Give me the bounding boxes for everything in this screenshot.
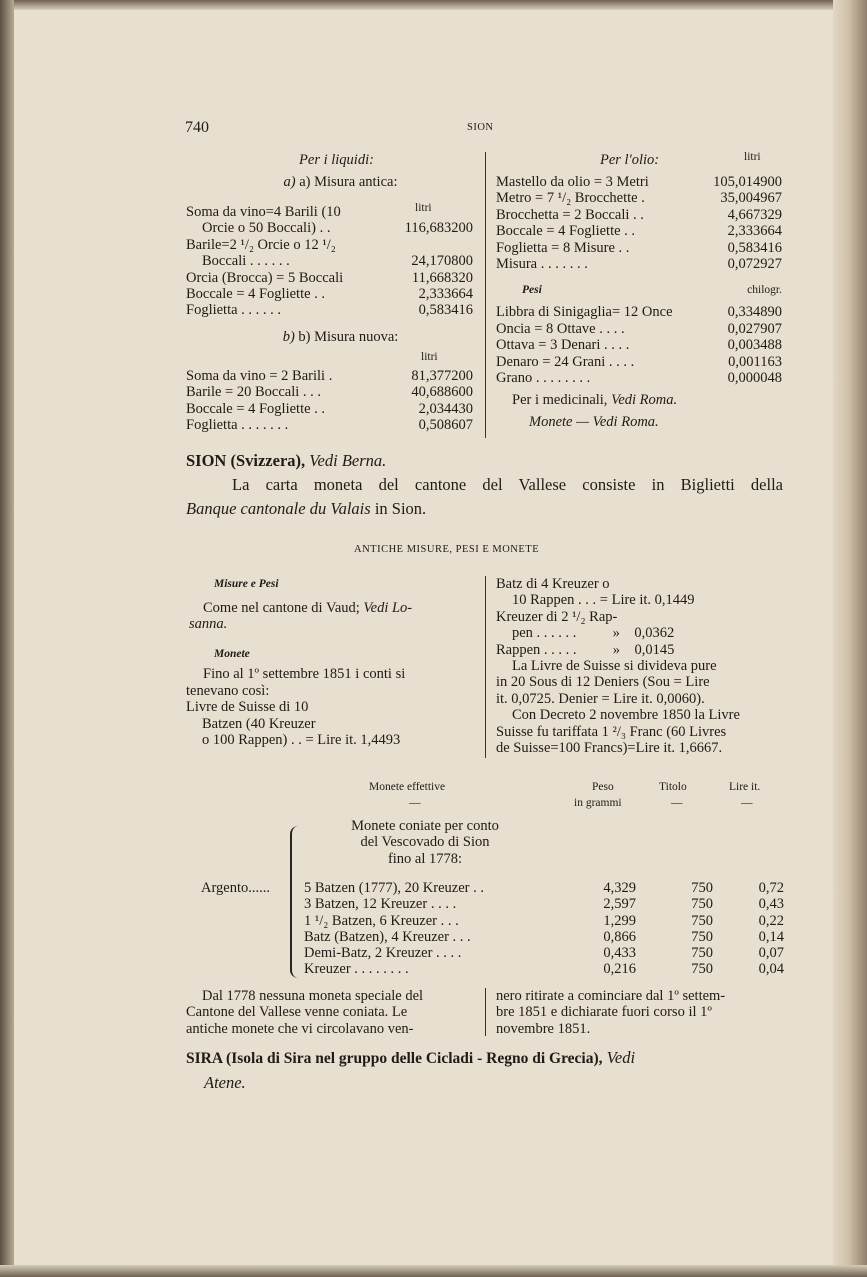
sira-entry [186,1046,783,1095]
nuova-row-label: Foglietta . . . . . . . [186,417,289,434]
coin-titolo: 750 [691,912,713,929]
sion-ref: Vedi Berna. [309,451,387,470]
pesi-heading: Pesi [522,284,542,297]
olio-row-label: Mastello da olio = 3 Metri [496,174,649,190]
antica-row-value: 0,583416 [418,302,473,319]
column-divider-2 [485,576,486,758]
nuova-row-value: 40,688600 [411,384,473,401]
liquids-section [186,152,473,433]
medicinali-text: Per i medicinali, [512,392,608,409]
olio-row-value: 0,072927 [727,256,782,273]
olio-row-label: Misura . . . . . . . [496,256,588,273]
nuova-row-value: 0,508607 [418,417,473,434]
medicinali-note [496,386,782,408]
pesi-row-label: Libbra di Sinigaglia= 12 Once [496,304,673,321]
pesi-row-label: Grano . . . . . . . . [496,370,591,387]
column-divider-3 [485,988,486,1036]
nuova-unit: litri [421,350,438,363]
coin-lire: 0,14 [758,928,784,945]
liquids-heading: Per i liquidi: [299,152,374,168]
monete-line-5: o 100 Rappen) . . = Lire it. 1,4493 [202,732,401,749]
misure-heading: Misure e Pesi [214,578,279,590]
para2-line-2: Suisse fu tariffata 1 ²/₃ Franc (60 Livres [496,723,727,740]
pesi-header [496,278,782,304]
monete-heading: Monete [214,648,250,661]
group-label-argento: Argento...... [201,880,271,896]
coin-name: 5 Batzen (1777), 20 Kreuzer . . [304,880,484,896]
coin-titolo: 750 [691,945,713,962]
coin-titolo: 750 [691,896,713,913]
medicinali-ref: Vedi Roma. [611,392,678,409]
pesi-row-value: 0,027907 [727,320,782,337]
rate-line-3: Kreuzer di 2 ¹/₂ Rap- [496,608,618,625]
pesi-row-value: 0,000048 [727,370,782,387]
antiche-heading: ANTICHE MISURE, PESI E MONETE [354,544,540,555]
pesi-row [496,304,782,320]
sion-line-2 [186,497,783,521]
nuova-row [186,368,473,384]
olio-row-value: 0,583416 [727,239,782,256]
monete-line-3: Livre de Suisse di 10 [186,699,309,716]
antica-row-value: 2,333664 [418,286,473,303]
coins-intro-line-3: fino al 1778: [387,850,463,867]
coin-titolo: 750 [691,880,713,896]
olio-row [496,207,782,223]
pesi-row-label: Ottava = 3 Denari . . . . [496,337,630,354]
antica-row [186,237,473,270]
pesi-row-value: 0,001163 [728,353,782,370]
olio-table [496,174,782,272]
antica-row-label-cont: Boccali . . . . . . [202,253,290,270]
coin-peso: 0,866 [603,928,636,945]
closing-right [496,988,782,1037]
nuova-table [186,368,473,434]
antica-row-label: Orcia (Brocca) = 5 Boccali [186,269,344,286]
olio-row-value: 35,004967 [720,190,782,207]
antica-unit: litri [415,202,432,214]
dash: — [671,797,683,809]
nuova-row-label: Soma da vino = 2 Barili . [186,367,333,384]
antica-table [186,200,473,319]
antica-row-value: 11,668320 [411,269,473,286]
olio-row-label: Boccale = 4 Fogliette . . [496,223,636,240]
coins-intro-line-2: del Vescovado di Sion [360,834,490,851]
antica-row-value: 116,683200 [404,220,473,237]
dash: — [741,797,753,809]
pesi-unit: chilogr. [747,284,782,297]
sira-title: SIRA (Isola di Sira nel gruppo delle Cicladi - Regno di Grecia), [186,1050,603,1067]
page-top-edge [0,0,867,10]
col-header-peso-sub: in grammi [574,797,622,809]
monete-line-1: Fino al 1º settembre 1851 i conti si [203,666,406,683]
col-header-titolo: Titolo [659,781,687,793]
monete-line-2: tenevano così: [186,682,270,699]
sion-line-2-italic: Banque cantonale du Valais [186,499,371,518]
coin-name: 3 Batzen, 12 Kreuzer . . . . [304,896,457,913]
olio-row [496,240,782,256]
closing-left-line-1: Dal 1778 nessuna moneta speciale del [202,988,424,1004]
antica-heading-text: a) Misura antica: [299,174,398,190]
coin-name: 1 ¹/₂ Batzen, 6 Kreuzer . . . [304,912,459,929]
coin-peso: 1,299 [603,912,636,929]
nuova-row-label: Boccale = 4 Fogliette . . [186,400,326,417]
coin-peso: 0,433 [603,945,636,962]
coin-row [304,929,784,945]
coin-row [304,961,784,977]
nuova-row-value: 81,377200 [411,367,473,384]
group-brace [290,826,298,978]
sira-title-line [186,1046,783,1071]
nuova-row-label: Barile = 20 Boccali . . . [186,384,322,401]
misure-line-2: sanna. [189,616,228,633]
page-left-edge [0,0,14,1277]
pesi-row-value: 0,334890 [727,304,782,321]
nuova-row-value: 2,034430 [418,400,473,417]
nuova-row [186,401,473,417]
olio-row [496,174,782,190]
coin-peso: 2,597 [603,896,636,913]
coins-intro-line-1: Monete coniate per conto [351,818,499,834]
rate-line-4: pen . . . . . . » 0,0362 [512,625,675,642]
coin-lire: 0,04 [758,961,784,978]
antiche-left [186,576,473,748]
antica-row-label-cont: Orcie o 50 Boccali) . . [202,220,331,237]
page-bottom-edge [0,1265,867,1277]
coin-lire: 0,22 [758,912,784,929]
monete-line-4: Batzen (40 Kreuzer [202,715,316,732]
pesi-row [496,321,782,337]
dash: — [409,797,421,809]
page-right-edge [833,0,867,1277]
antica-heading: a) a) Misura antica: [283,174,398,190]
col-header-monete: Monete effettive [369,781,446,793]
sira-ref-line-2: Atene. [204,1073,246,1092]
olio-section [496,152,782,430]
coin-lire: 0,43 [758,896,784,913]
closing-left [186,988,473,1037]
antica-row-label: Foglietta . . . . . . [186,302,282,319]
pesi-row [496,354,782,370]
coin-name: Demi-Batz, 2 Kreuzer . . . . [304,945,462,962]
olio-row-value: 105,014900 [713,174,782,190]
antica-row-label: Boccale = 4 Fogliette . . [186,286,326,303]
col-header-peso: Peso [592,781,614,793]
olio-row-value: 2,333664 [727,223,782,240]
coin-lire: 0,72 [758,880,784,896]
pesi-table [496,304,782,386]
sion-title: SION (Svizzera), [186,451,306,470]
para1-line-2: in 20 Sous di 12 Deniers (Sou = Lire [496,674,710,691]
misure-text: Come nel cantone di Vaud; [203,600,360,616]
nuova-heading: b) b) Misura nuova: [282,328,399,345]
nuova-row [186,384,473,400]
pesi-row-value: 0,003488 [727,337,782,354]
sion-entry [186,449,783,521]
sion-title-line [186,449,783,473]
sion-line-2-rest: in Sion. [374,499,427,518]
antica-row [186,302,473,318]
sion-line-1: La carta moneta del cantone del Vallese consiste in Biglietti della [232,475,783,494]
olio-row-label: Foglietta = 8 Misure . . [496,239,630,256]
sira-ref: Vedi [606,1048,636,1067]
antica-row [186,286,473,302]
coin-name: Batz (Batzen), 4 Kreuzer . . . [304,928,471,945]
para2-line-1: Con Decreto 2 novembre 1850 la Livre [512,707,740,724]
rate-line-1: Batz di 4 Kreuzer o [496,576,610,592]
antica-row-label: Soma da vino=4 Barili (10 [186,204,341,220]
closing-left-line-3: antiche monete che vi circolavano ven- [186,1020,414,1037]
pesi-row-label: Oncia = 8 Ottave . . . . [496,320,625,337]
col-header-lire: Lire it. [729,781,761,793]
coin-peso: 4,329 [603,880,636,896]
pesi-row-label: Denaro = 24 Grani . . . . [496,353,635,370]
olio-row [496,190,782,206]
rate-line-2: 10 Rappen . . . = Lire it. 0,1449 [512,592,695,609]
coin-peso: 0,216 [603,961,636,978]
column-divider [485,152,486,438]
para1-line-3: it. 0,0725. Denier = Lire it. 0,0060). [496,690,705,707]
antiche-right [496,576,782,756]
antica-row-value: 24,170800 [411,253,473,270]
coin-row [304,913,784,929]
rate-line-5: Rappen . . . . . » 0,0145 [496,641,675,658]
olio-unit: litri [744,151,761,163]
closing-right-line-3: novembre 1851. [496,1020,591,1037]
coin-titolo: 750 [691,928,713,945]
para1-line-1: La Livre de Suisse si divideva pure [512,658,717,675]
misure-line-1 [186,600,473,616]
running-title: SION [467,122,494,133]
coin-name: Kreuzer . . . . . . . . [304,961,409,978]
olio-heading: Per l'olio: [600,152,660,168]
coin-row [304,945,784,961]
monete-ref: Monete — Vedi Roma. [529,413,659,430]
para2-line-3: de Suisse=100 Francs)=Lire it. 1,6667. [496,740,723,757]
pesi-row [496,370,782,386]
coin-row [304,880,784,896]
olio-row [496,256,782,272]
misure-ref: Vedi Lo- [363,600,413,616]
closing-right-line-2: bre 1851 e dichiarate fuori corso il 1º [496,1004,712,1021]
olio-row-label: Brocchetta = 2 Boccali . . [496,206,644,223]
antica-row-label: Barile=2 ¹/₂ Orcie o 12 ¹/₂ [186,236,336,253]
antica-row [186,270,473,286]
olio-row [496,223,782,239]
nuova-row [186,417,473,433]
coin-row [304,896,784,912]
closing-right-line-1: nero ritirate a cominciare dal 1º settem- [496,988,726,1004]
pesi-row [496,337,782,353]
olio-row-label: Metro = 7 ¹/₂ Brocchette . [496,190,645,207]
page-number: 740 [185,119,209,136]
closing-left-line-2: Cantone del Vallese venne coniata. Le [186,1004,408,1021]
coins-table [304,880,784,978]
coin-titolo: 750 [691,961,713,978]
nuova-heading-text: b) Misura nuova: [298,328,399,345]
coin-lire: 0,07 [758,945,784,962]
coins-intro [300,818,550,867]
olio-row-value: 4,667329 [727,206,782,223]
